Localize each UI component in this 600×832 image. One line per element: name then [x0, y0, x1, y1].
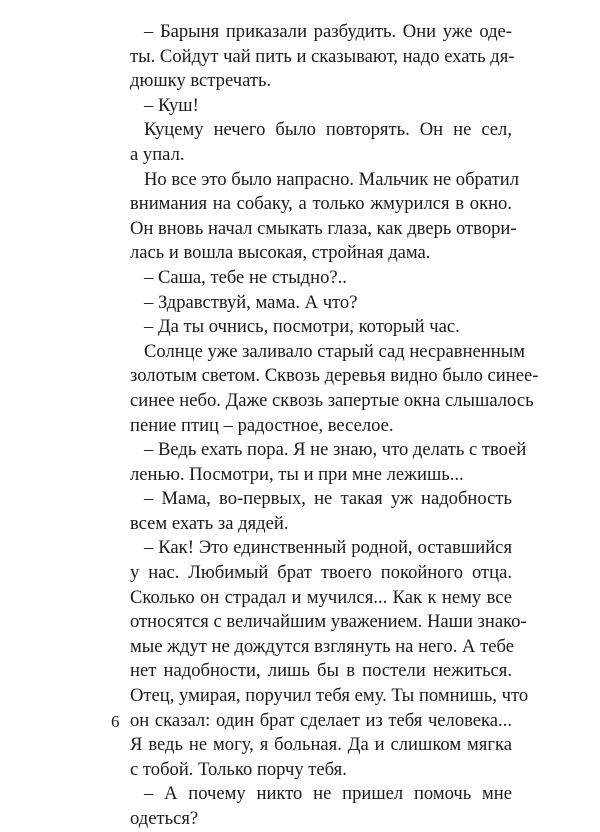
text-line: Куцему нечего было повторять. Он не сел,	[144, 119, 512, 141]
text-line: нет надобности, лишь бы в постели нежиться.	[130, 660, 512, 682]
text-line: – Здравствуй, мама. А что?	[144, 291, 358, 313]
text-line: – Барыня приказали разбудить. Они уже оде-	[144, 21, 512, 42]
paragraph	[130, 291, 512, 316]
paragraph	[130, 94, 512, 119]
text-line: Солнце уже заливало старый сад несравненным	[144, 340, 525, 362]
text-line: – А почему никто не пришел помочь мне	[144, 783, 512, 805]
text-line: а упал.	[130, 143, 185, 165]
paragraph	[130, 438, 527, 487]
text-line: пение птиц – радостное, веселое.	[130, 414, 394, 436]
text-line: ты. Сойдут чай пить и сказывают, надо ехать дя-	[130, 45, 515, 67]
text-line: всем ехать за дядей.	[130, 512, 289, 534]
text-line: Сколько он страдал и мучился... Как к нему все	[130, 586, 512, 608]
paragraph	[130, 20, 515, 94]
page-number: 6	[111, 712, 120, 731]
text-line: у нас. Любимый брат твоего покойного отца.	[130, 562, 512, 584]
text-line: он сказал: один брат сделает из тебя человека...	[130, 709, 512, 731]
text-line: Отец, умирая, поручил тебя ему. Ты помнишь, что	[130, 685, 529, 707]
text-line: внимания на собаку, а только жмурился в окно.	[130, 193, 512, 215]
paragraph	[130, 487, 512, 536]
page-text	[130, 20, 539, 832]
paragraph	[130, 266, 512, 291]
text-line: Он вновь начал смыкать глаза, как дверь отвори-	[130, 217, 517, 239]
text-line: лась и вошла высокая, стройная дама.	[130, 242, 431, 264]
text-line: – Да ты очнись, посмотри, который час.	[144, 316, 460, 338]
paragraph	[130, 536, 529, 782]
paragraph	[130, 340, 539, 438]
text-line: – Саша, тебе не стыдно?..	[144, 266, 347, 288]
text-line: мые ждут не дождутся взглянуть на него. А тебе	[130, 635, 514, 657]
paragraph	[130, 118, 512, 167]
text-line: Но все это было напрасно. Мальчик не обратил	[144, 168, 519, 190]
text-line: с тобой. Только порчу тебя.	[130, 758, 347, 780]
text-line: одеться?	[130, 808, 199, 829]
text-line: золотым светом. Сквозь деревья видно было синее-	[130, 365, 539, 387]
text-line: относятся с величайшим уважением. Наши знако-	[130, 611, 527, 633]
text-line: дюшку встречать.	[130, 70, 272, 92]
text-line: ленью. Посмотри, ты и при мне лежишь...	[130, 463, 464, 485]
paragraph	[130, 315, 512, 340]
text-line: Я ведь не могу, я больная. Да и слишком мягка	[130, 734, 512, 756]
text-line: – Мама, во-первых, не такая уж надобность	[144, 488, 512, 510]
paragraph	[130, 782, 512, 831]
text-line: синее небо. Даже сквозь запертые окна слышалось	[130, 389, 534, 411]
text-line: – Ведь ехать пора. Я не знаю, что делать с твоей	[144, 439, 527, 461]
paragraph	[130, 168, 519, 266]
text-line: – Как! Это единственный родной, оставшийся	[144, 537, 512, 559]
text-line: – Куш!	[144, 94, 199, 116]
